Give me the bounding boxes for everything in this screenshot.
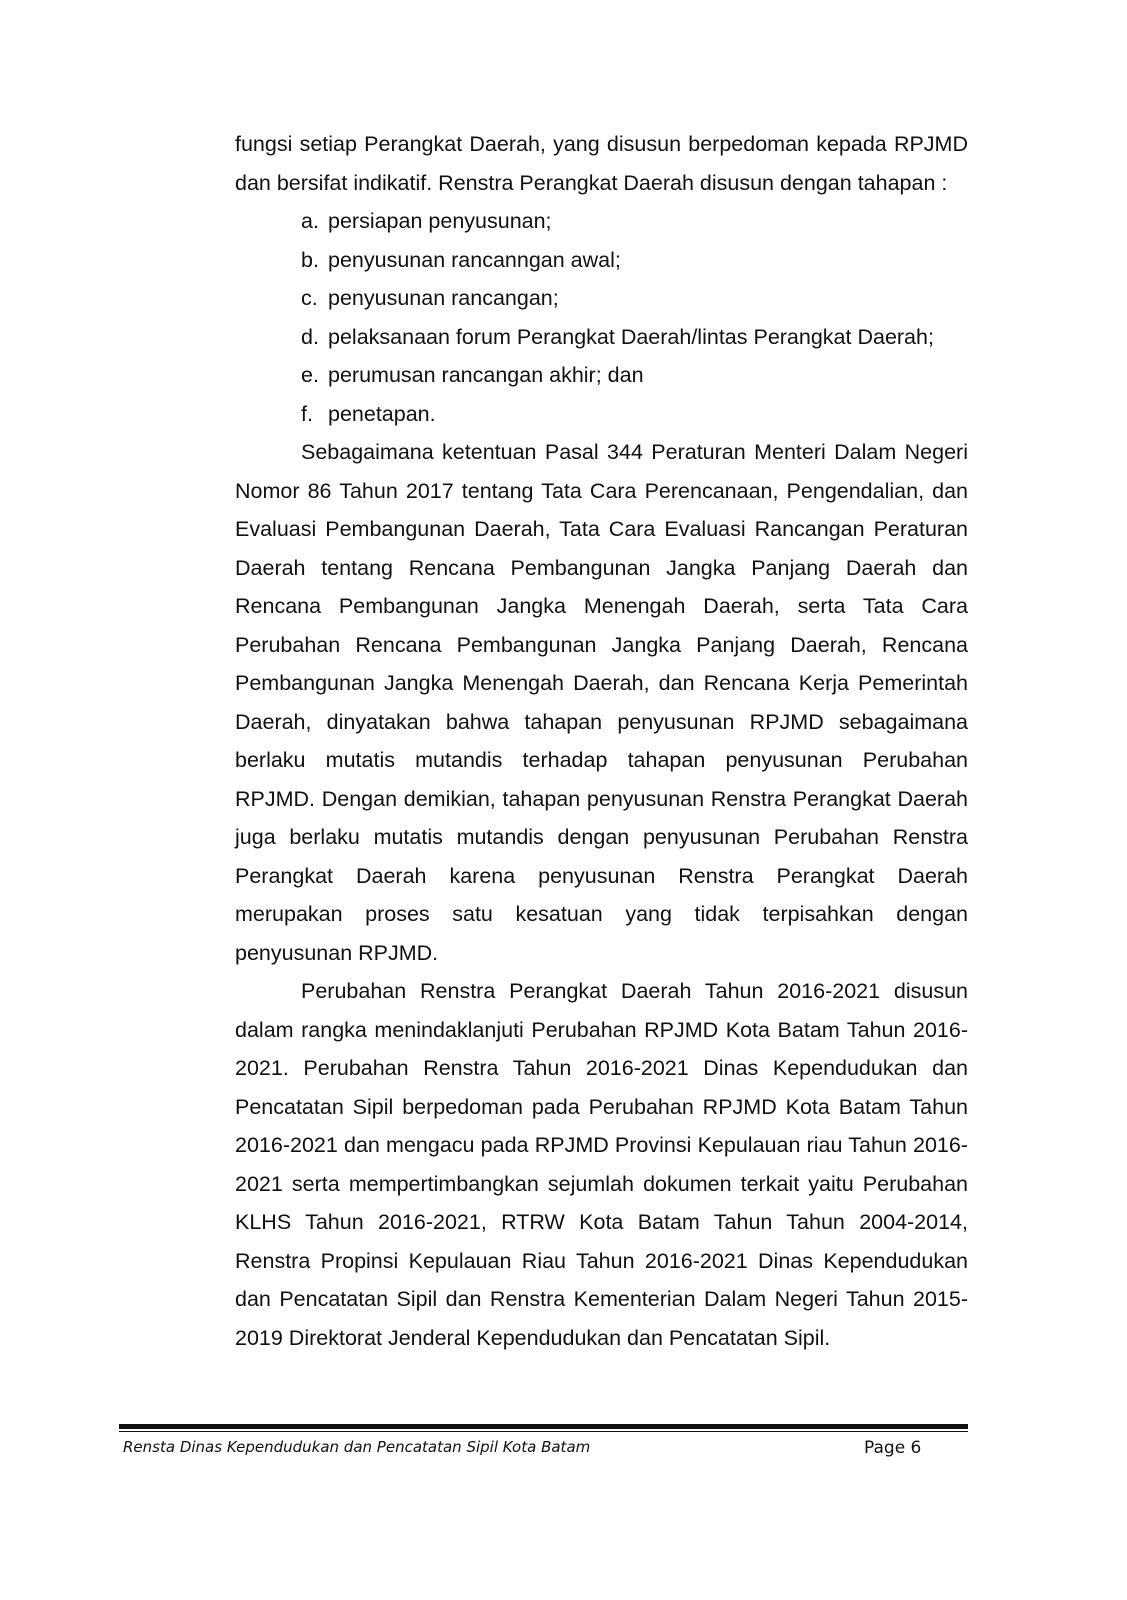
- list-item-text: penetapan.: [328, 401, 436, 426]
- stages-list: [235, 202, 968, 433]
- paragraph-regulation: Sebagaimana ketentuan Pasal 344 Peraturan Menteri Dalam Negeri Nomor 86 Tahun 2017 tentang Tata Cara Perencanaan, Pengendalian, dan Evaluasi Pembangunan Daerah, Tata Cara Evaluasi Rancangan Peraturan Daerah tentang Rencana Pembangunan Jangka Panjang Daerah dan Rencana Pembangunan Jangka Menengah Daerah, serta Tata Cara Perubahan Rencana Pembangunan Jangka Panjang Daerah, Rencana Pembangunan Jangka Menengah Daerah, dan Rencana Kerja Pemerintah Daerah, dinyatakan bahwa tahapan penyusunan RPJMD sebagaimana berlaku mutatis mutandis terhadap tahapan penyusunan Perubahan RPJMD. Dengan demikian, tahapan penyusunan Renstra Perangkat Daerah juga berlaku mutatis mutandis dengan penyusunan Perubahan Renstra Perangkat Daerah karena penyusunan Renstra Perangkat Daerah merupakan proses satu kesatuan yang tidak terpisahkan dengan penyusunan RPJMD.: [235, 440, 968, 965]
- list-marker: f.: [301, 401, 313, 426]
- list-item: [301, 202, 968, 241]
- footer-divider-thick: [119, 1424, 968, 1429]
- list-item: [301, 241, 968, 280]
- list-item-text: penyusunan rancangan;: [328, 286, 559, 310]
- list-item: [301, 318, 968, 357]
- list-marker: b.: [301, 247, 319, 272]
- footer-page-number: Page 6: [864, 1438, 922, 1458]
- list-marker: a.: [301, 209, 319, 233]
- list-item: [301, 356, 968, 395]
- list-marker: d.: [301, 324, 319, 349]
- document-body: [235, 125, 968, 1357]
- list-item-text: persiapan penyusunan;: [328, 209, 552, 233]
- footer-divider-thin: [119, 1431, 968, 1432]
- list-marker: c.: [301, 286, 318, 310]
- paragraph-renstra-change: Perubahan Renstra Perangkat Daerah Tahun 2016-2021 disusun dalam rangka menindaklanjuti Perubahan RPJMD Kota Batam Tahun 2016-2021. Perubahan Renstra Tahun 2016-2021 Dinas Kependudukan dan Pencatatan Sipil berpedoman pada Perubahan RPJMD Kota Batam Tahun 2016-2021 dan mengacu pada RPJMD Provinsi Kepulauan riau Tahun 2016-2021 serta mempertimbangkan sejumlah dokumen terkait yaitu Perubahan KLHS Tahun 2016-2021, RTRW Kota Batam Tahun Tahun 2004-2014, Renstra Propinsi Kepulauan Riau Tahun 2016-2021 Dinas Kependudukan dan Pencatatan Sipil dan Renstra Kementerian Dalam Negeri Tahun 2015-2019 Direktorat Jenderal Kependudukan dan Pencatatan Sipil.: [235, 979, 968, 1350]
- list-item-text: penyusunan rancanngan awal;: [328, 247, 621, 272]
- footer-document-title: Rensta Dinas Kependudukan dan Pencatatan Sipil Kota Batam: [123, 1438, 591, 1456]
- list-item-text: perumusan rancangan akhir; dan: [328, 363, 644, 387]
- intro-paragraph: fungsi setiap Perangkat Daerah, yang disusun berpedoman kepada RPJMD dan bersifat indikatif. Renstra Perangkat Daerah disusun dengan tahapan :: [235, 132, 968, 195]
- list-item: [301, 279, 968, 318]
- list-item: [301, 395, 968, 434]
- list-item-text: pelaksanaan forum Perangkat Daerah/lintas Perangkat Daerah;: [328, 324, 934, 349]
- list-marker: e.: [301, 363, 319, 387]
